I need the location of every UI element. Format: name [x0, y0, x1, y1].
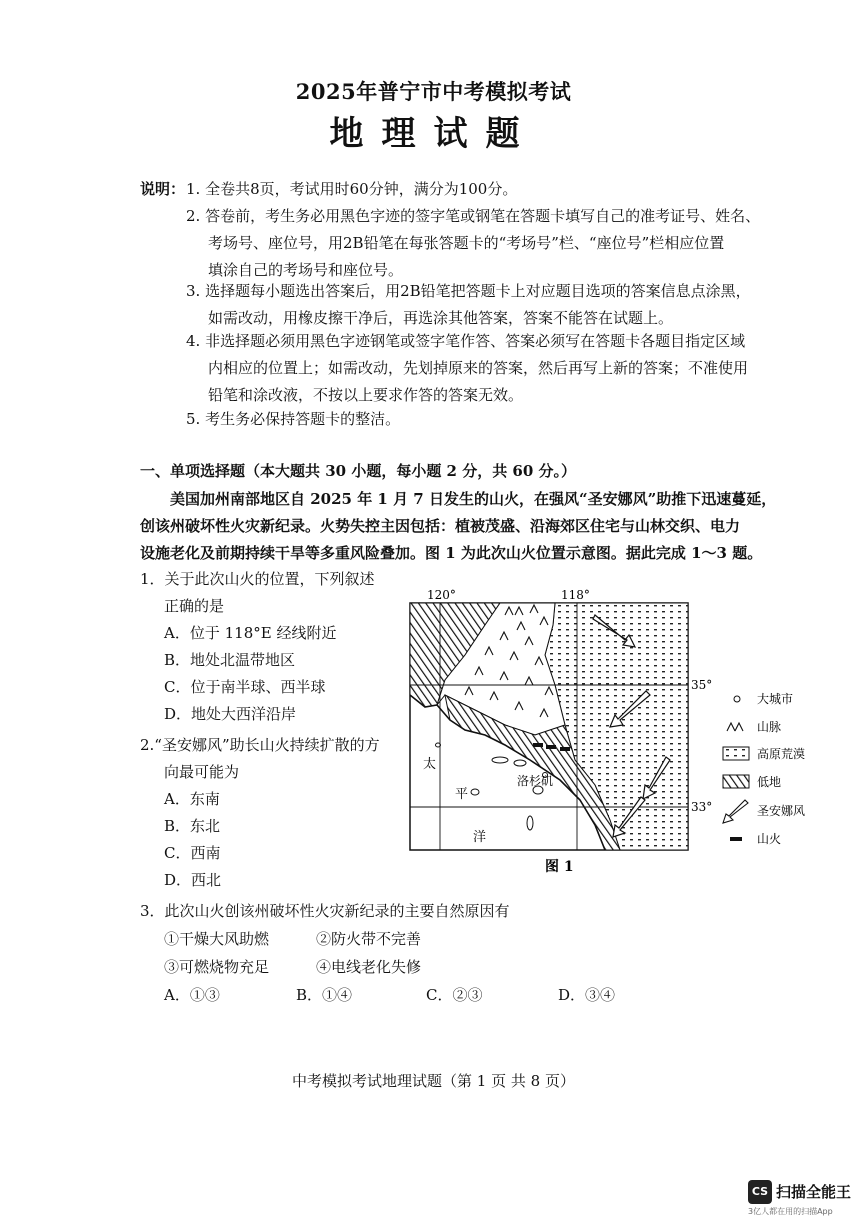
legend-label: 高原荒漠 [757, 747, 806, 761]
question-stem: 1．关于此次山火的位置，下列叙述 [140, 570, 375, 588]
choice-4: ④电线老化失修 [316, 958, 422, 976]
instruction-4 [186, 328, 796, 409]
legend-label: 山脉 [757, 720, 782, 734]
legend-label: 山火 [757, 832, 782, 846]
intro-line: 设施老化及前期持续干旱等多重风险叠加。图 1 为此次山火位置示意图。据此完成 1～3 题。 [140, 544, 763, 562]
city-label: 洛杉矶 [517, 774, 554, 788]
option-c: C．位于南半球、西半球 [164, 678, 326, 696]
instruction-line: 如需改动，用橡皮擦干净后，再选涂其他答案，答案不能答在试题上。 [208, 309, 674, 327]
intro-line: 创该州破坏性火灾新纪录。火势失控主因包括：植被茂盛、沿海郊区住宅与山林交织、电力 [140, 517, 741, 535]
scanner-tagline: 3亿人都在用的扫描App [748, 1207, 833, 1216]
option-b: B．地处北温带地区 [164, 651, 296, 669]
scanner-logo-icon: CS [748, 1180, 772, 1204]
question-stem: 正确的是 [164, 597, 225, 615]
figure-caption: 图 1 [545, 859, 574, 875]
instruction-3 [186, 278, 796, 332]
legend-label: 大城市 [757, 692, 794, 706]
instruction-line: 1. 全卷共8页，考试用时60分钟，满分为100分。 [186, 180, 518, 198]
lon-label-118: 118° [561, 588, 590, 602]
fire-location-map [405, 585, 825, 885]
option-a: A．东南 [164, 790, 220, 808]
lat-label-35: 35° [691, 678, 713, 692]
section-intro [140, 486, 800, 567]
question-stem: 向最可能为 [164, 763, 240, 781]
option-a: A．位于 118°E 经线附近 [164, 624, 337, 642]
subject-title: 地理试题 [329, 114, 538, 154]
instruction-line: 铅笔和涂改液，不按以上要求作答的答案无效。 [208, 386, 524, 404]
instruction-line: 5. 考生务必保持答题卡的整洁。 [186, 410, 401, 428]
instruction-line: 填涂自己的考场号和座位号。 [208, 261, 404, 279]
legend-label: 圣安娜风 [757, 804, 806, 818]
instruction-5 [186, 406, 796, 433]
exam-title: 2025年普宁市中考模拟考试 [295, 79, 572, 104]
question-1 [140, 566, 375, 728]
option-c: C．②③ [426, 986, 483, 1004]
question-3-stem: 3．此次山火创该州破坏性火灾新纪录的主要自然原因有 [140, 902, 510, 920]
scanner-name: 扫描全能王 [776, 1183, 852, 1201]
section-heading: 一、单项选择题（本大题共 30 小题，每小题 2 分，共 60 分。） [140, 462, 577, 480]
legend [723, 691, 805, 846]
choice-1: ①干燥大风助燃 [164, 930, 270, 948]
legend-label: 低地 [757, 775, 782, 789]
instruction-line: 3. 选择题每小题选出答案后，用2B铅笔把答题卡上对应题目选项的答案信息点涂黑， [186, 282, 751, 300]
lon-label-120: 120° [427, 588, 456, 602]
instruction-2 [186, 203, 796, 284]
instruction-line: 2. 答卷前，考生务必用黑色字迹的签字笔或钢笔在答题卡填写自己的准考证号、姓名、 [186, 207, 761, 225]
ocean-label-char: 太 [423, 757, 437, 772]
option-a: A．①③ [164, 986, 220, 1004]
page-footer: 中考模拟考试地理试题（第 1 页 共 8 页） [292, 1072, 575, 1090]
choice-2: ②防火带不完善 [316, 930, 422, 948]
instruction-line: 4. 非选择题必须用黑色字迹钢笔或签字笔作答、答案必须写在答题卡各题目指定区域 [186, 332, 746, 350]
option-b: B．①④ [296, 986, 353, 1004]
option-d: D．③④ [558, 986, 616, 1004]
instructions-label: 说明： [140, 180, 186, 198]
option-c: C．西南 [164, 844, 221, 862]
question-2 [140, 732, 380, 894]
choice-3: ③可燃烧物充足 [164, 958, 270, 976]
ocean-label-char: 平 [455, 787, 469, 802]
instruction-line: 内相应的位置上；如需改动，先划掉原来的答案，然后再写上新的答案；不准使用 [208, 359, 749, 377]
option-b: B．东北 [164, 817, 221, 835]
instruction-line: 考场号、座位号，用2B铅笔在每张答题卡的“考场号”栏、“座位号”栏相应位置 [208, 234, 725, 252]
lat-label-33: 33° [691, 800, 713, 814]
option-d: D．地处大西洋沿岸 [164, 705, 297, 723]
question-stem: 2.“圣安娜风”助长山火持续扩散的方 [140, 736, 380, 754]
option-d: D．西北 [164, 871, 222, 889]
instruction-1 [186, 176, 796, 203]
intro-line: 美国加州南部地区自 2025 年 1 月 7 日发生的山火，在强风“圣安娜风”助推下迅速蔓延， [170, 490, 777, 508]
ocean-label-char: 洋 [473, 830, 487, 845]
